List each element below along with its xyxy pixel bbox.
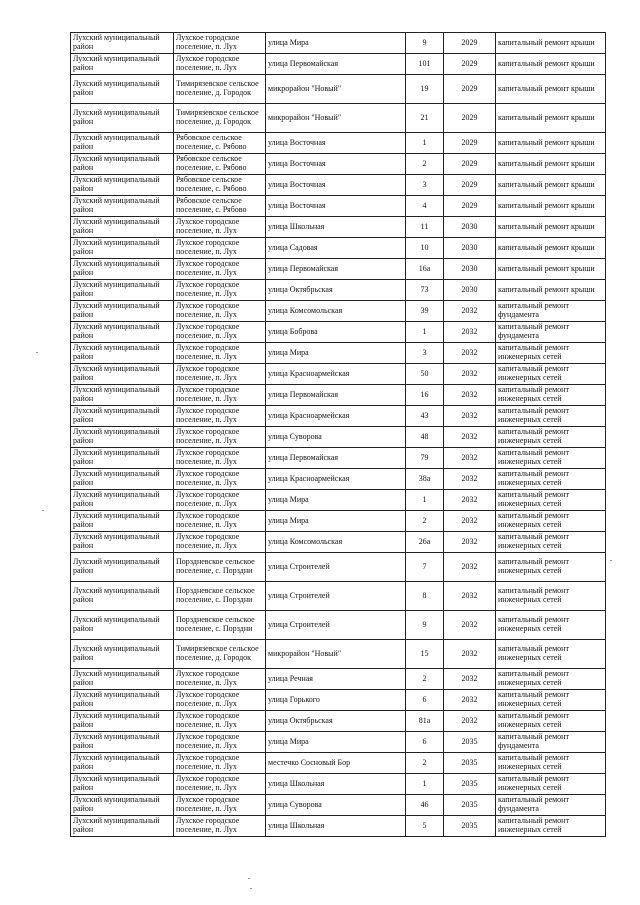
year-cell: 2032 <box>444 322 496 343</box>
district-cell: Лухский муниципальный район <box>71 301 174 322</box>
house-number-cell: 3 <box>406 343 444 364</box>
district-cell: Лухский муниципальный район <box>71 582 174 611</box>
table-row <box>71 427 606 448</box>
house-number-cell: 11 <box>406 217 444 238</box>
settlement-cell: Лухское городское поселение, п. Лух <box>174 406 266 427</box>
house-number-cell: 15 <box>406 640 444 669</box>
settlement-cell: Порздневское сельское поселение, с. Порздни <box>174 553 266 582</box>
table-row <box>71 753 606 774</box>
year-cell: 2035 <box>444 795 496 816</box>
district-cell: Лухский муниципальный район <box>71 406 174 427</box>
house-number-cell: 1 <box>406 322 444 343</box>
house-number-cell: 2 <box>406 753 444 774</box>
year-cell: 2032 <box>444 385 496 406</box>
table-row <box>71 611 606 640</box>
table-body <box>71 33 606 837</box>
district-cell: Лухский муниципальный район <box>71 427 174 448</box>
table-row <box>71 532 606 553</box>
street-cell: улица Мира <box>266 33 406 54</box>
house-number-cell: 21 <box>406 104 444 133</box>
work-type-cell: капитальный ремонт инженерных сетей <box>496 711 606 732</box>
settlement-cell: Лухское городское поселение, п. Лух <box>174 238 266 259</box>
year-cell: 2032 <box>444 611 496 640</box>
table-row <box>71 669 606 690</box>
settlement-cell: Лухское городское поселение, п. Лух <box>174 427 266 448</box>
work-type-cell: капитальный ремонт инженерных сетей <box>496 427 606 448</box>
settlement-cell: Тимирязевское сельское поселение, д. Городок <box>174 75 266 104</box>
street-cell: улица Мира <box>266 490 406 511</box>
year-cell: 2030 <box>444 259 496 280</box>
year-cell: 2029 <box>444 196 496 217</box>
house-number-cell: 26а <box>406 532 444 553</box>
house-number-cell: 2 <box>406 511 444 532</box>
district-cell: Лухский муниципальный район <box>71 133 174 154</box>
work-type-cell: капитальный ремонт крыши <box>496 75 606 104</box>
year-cell: 2035 <box>444 753 496 774</box>
street-cell: улица Первомайская <box>266 54 406 75</box>
street-cell: улица Боброва <box>266 322 406 343</box>
street-cell: местечко Сосновый Бор <box>266 753 406 774</box>
settlement-cell: Лухское городское поселение, п. Лух <box>174 385 266 406</box>
house-number-cell: 101 <box>406 54 444 75</box>
year-cell: 2032 <box>444 553 496 582</box>
work-type-cell: капитальный ремонт инженерных сетей <box>496 343 606 364</box>
house-number-cell: 10 <box>406 238 444 259</box>
year-cell: 2035 <box>444 732 496 753</box>
district-cell: Лухский муниципальный район <box>71 469 174 490</box>
house-number-cell: 3 <box>406 175 444 196</box>
table-row <box>71 448 606 469</box>
district-cell: Лухский муниципальный район <box>71 322 174 343</box>
table-row <box>71 343 606 364</box>
street-cell: улица Восточная <box>266 175 406 196</box>
scan-speck <box>36 352 38 353</box>
table-row <box>71 280 606 301</box>
table-row <box>71 795 606 816</box>
district-cell: Лухский муниципальный район <box>71 490 174 511</box>
work-type-cell: капитальный ремонт инженерных сетей <box>496 690 606 711</box>
table-row <box>71 816 606 837</box>
street-cell: улица Мира <box>266 732 406 753</box>
house-number-cell: 73 <box>406 280 444 301</box>
street-cell: улица Красноармейская <box>266 406 406 427</box>
year-cell: 2032 <box>444 490 496 511</box>
work-type-cell: капитальный ремонт инженерных сетей <box>496 511 606 532</box>
settlement-cell: Лухское городское поселение, п. Лух <box>174 343 266 364</box>
year-cell: 2032 <box>444 469 496 490</box>
work-type-cell: капитальный ремонт инженерных сетей <box>496 490 606 511</box>
year-cell: 2032 <box>444 669 496 690</box>
settlement-cell: Лухское городское поселение, п. Лух <box>174 795 266 816</box>
settlement-cell: Лухское городское поселение, п. Лух <box>174 217 266 238</box>
work-type-cell: капитальный ремонт крыши <box>496 217 606 238</box>
table-row <box>71 553 606 582</box>
street-cell: улица Строителей <box>266 611 406 640</box>
district-cell: Лухский муниципальный район <box>71 54 174 75</box>
year-cell: 2032 <box>444 301 496 322</box>
district-cell: Лухский муниципальный район <box>71 154 174 175</box>
year-cell: 2029 <box>444 75 496 104</box>
house-number-cell: 2 <box>406 154 444 175</box>
scan-speck <box>610 560 612 561</box>
work-type-cell: капитальный ремонт инженерных сетей <box>496 611 606 640</box>
settlement-cell: Лухское городское поселение, п. Лух <box>174 280 266 301</box>
work-type-cell: капитальный ремонт фундамента <box>496 322 606 343</box>
settlement-cell: Рябовское сельское поселение, с. Рябово <box>174 133 266 154</box>
work-type-cell: капитальный ремонт крыши <box>496 196 606 217</box>
street-cell: улица Мира <box>266 343 406 364</box>
street-cell: улица Школьная <box>266 217 406 238</box>
table-row <box>71 104 606 133</box>
year-cell: 2032 <box>444 690 496 711</box>
house-number-cell: 2 <box>406 669 444 690</box>
district-cell: Лухский муниципальный район <box>71 33 174 54</box>
settlement-cell: Лухское городское поселение, п. Лух <box>174 490 266 511</box>
work-type-cell: капитальный ремонт инженерных сетей <box>496 448 606 469</box>
work-type-cell: капитальный ремонт крыши <box>496 133 606 154</box>
table-row <box>71 774 606 795</box>
settlement-cell: Порздневское сельское поселение, с. Порздни <box>174 611 266 640</box>
table-row <box>71 301 606 322</box>
house-number-cell: 7 <box>406 553 444 582</box>
street-cell: улица Школьная <box>266 774 406 795</box>
year-cell: 2032 <box>444 343 496 364</box>
table-row <box>71 490 606 511</box>
year-cell: 2032 <box>444 532 496 553</box>
table-row <box>71 238 606 259</box>
repair-schedule-table <box>70 32 606 837</box>
house-number-cell: 38а <box>406 469 444 490</box>
table-row <box>71 385 606 406</box>
district-cell: Лухский муниципальный район <box>71 611 174 640</box>
table-row <box>71 640 606 669</box>
district-cell: Лухский муниципальный район <box>71 669 174 690</box>
year-cell: 2030 <box>444 238 496 259</box>
settlement-cell: Лухское городское поселение, п. Лух <box>174 690 266 711</box>
work-type-cell: капитальный ремонт инженерных сетей <box>496 640 606 669</box>
year-cell: 2030 <box>444 280 496 301</box>
work-type-cell: капитальный ремонт инженерных сетей <box>496 553 606 582</box>
scan-speck <box>248 878 250 879</box>
work-type-cell: капитальный ремонт крыши <box>496 33 606 54</box>
table-row <box>71 33 606 54</box>
district-cell: Лухский муниципальный район <box>71 175 174 196</box>
year-cell: 2032 <box>444 427 496 448</box>
work-type-cell: капитальный ремонт инженерных сетей <box>496 582 606 611</box>
year-cell: 2029 <box>444 175 496 196</box>
street-cell: улица Горького <box>266 690 406 711</box>
house-number-cell: 43 <box>406 406 444 427</box>
work-type-cell: капитальный ремонт инженерных сетей <box>496 406 606 427</box>
settlement-cell: Лухское городское поселение, п. Лух <box>174 532 266 553</box>
street-cell: улица Первомайская <box>266 385 406 406</box>
table-row <box>71 732 606 753</box>
work-type-cell: капитальный ремонт фундамента <box>496 732 606 753</box>
district-cell: Лухский муниципальный район <box>71 816 174 837</box>
table-row <box>71 406 606 427</box>
district-cell: Лухский муниципальный район <box>71 104 174 133</box>
table-row <box>71 690 606 711</box>
work-type-cell: капитальный ремонт инженерных сетей <box>496 469 606 490</box>
house-number-cell: 6 <box>406 690 444 711</box>
district-cell: Лухский муниципальный район <box>71 343 174 364</box>
house-number-cell: 50 <box>406 364 444 385</box>
street-cell: улица Восточная <box>266 196 406 217</box>
district-cell: Лухский муниципальный район <box>71 532 174 553</box>
street-cell: улица Строителей <box>266 582 406 611</box>
table-row <box>71 217 606 238</box>
settlement-cell: Тимирязевское сельское поселение, д. Городок <box>174 104 266 133</box>
street-cell: улица Комсомольская <box>266 532 406 553</box>
house-number-cell: 1 <box>406 774 444 795</box>
district-cell: Лухский муниципальный район <box>71 448 174 469</box>
street-cell: улица Речная <box>266 669 406 690</box>
district-cell: Лухский муниципальный район <box>71 259 174 280</box>
year-cell: 2029 <box>444 33 496 54</box>
street-cell: улица Красноармейская <box>266 364 406 385</box>
district-cell: Лухский муниципальный район <box>71 217 174 238</box>
settlement-cell: Порздневское сельское поселение, с. Порздни <box>174 582 266 611</box>
table-row <box>71 75 606 104</box>
settlement-cell: Рябовское сельское поселение, с. Рябово <box>174 175 266 196</box>
work-type-cell: капитальный ремонт инженерных сетей <box>496 532 606 553</box>
table-row <box>71 259 606 280</box>
work-type-cell: капитальный ремонт инженерных сетей <box>496 364 606 385</box>
work-type-cell: капитальный ремонт инженерных сетей <box>496 669 606 690</box>
year-cell: 2032 <box>444 640 496 669</box>
table-row <box>71 175 606 196</box>
table-row <box>71 364 606 385</box>
settlement-cell: Лухское городское поселение, п. Лух <box>174 469 266 490</box>
settlement-cell: Лухское городское поселение, п. Лух <box>174 259 266 280</box>
house-number-cell: 79 <box>406 448 444 469</box>
settlement-cell: Рябовское сельское поселение, с. Рябово <box>174 196 266 217</box>
street-cell: микрорайон "Новый" <box>266 640 406 669</box>
year-cell: 2032 <box>444 406 496 427</box>
district-cell: Лухский муниципальный район <box>71 385 174 406</box>
settlement-cell: Лухское городское поселение, п. Лух <box>174 33 266 54</box>
work-type-cell: капитальный ремонт крыши <box>496 238 606 259</box>
settlement-cell: Тимирязевское сельское поселение, д. Городок <box>174 640 266 669</box>
settlement-cell: Лухское городское поселение, п. Лух <box>174 774 266 795</box>
house-number-cell: 39 <box>406 301 444 322</box>
work-type-cell: капитальный ремонт инженерных сетей <box>496 774 606 795</box>
district-cell: Лухский муниципальный район <box>71 364 174 385</box>
settlement-cell: Лухское городское поселение, п. Лух <box>174 711 266 732</box>
table-row <box>71 54 606 75</box>
year-cell: 2035 <box>444 816 496 837</box>
settlement-cell: Лухское городское поселение, п. Лух <box>174 753 266 774</box>
district-cell: Лухский муниципальный район <box>71 511 174 532</box>
street-cell: улица Мира <box>266 511 406 532</box>
street-cell: улица Садовая <box>266 238 406 259</box>
work-type-cell: капитальный ремонт крыши <box>496 54 606 75</box>
table-row <box>71 196 606 217</box>
house-number-cell: 46 <box>406 795 444 816</box>
year-cell: 2032 <box>444 711 496 732</box>
year-cell: 2030 <box>444 217 496 238</box>
house-number-cell: 16а <box>406 259 444 280</box>
street-cell: улица Красноармейская <box>266 469 406 490</box>
work-type-cell: капитальный ремонт крыши <box>496 259 606 280</box>
house-number-cell: 5 <box>406 816 444 837</box>
house-number-cell: 19 <box>406 75 444 104</box>
street-cell: улица Восточная <box>266 133 406 154</box>
year-cell: 2029 <box>444 54 496 75</box>
street-cell: улица Комсомольская <box>266 301 406 322</box>
settlement-cell: Лухское городское поселение, п. Лух <box>174 54 266 75</box>
street-cell: улица Школьная <box>266 816 406 837</box>
street-cell: улица Суворова <box>266 427 406 448</box>
work-type-cell: капитальный ремонт инженерных сетей <box>496 385 606 406</box>
district-cell: Лухский муниципальный район <box>71 238 174 259</box>
district-cell: Лухский муниципальный район <box>71 774 174 795</box>
district-cell: Лухский муниципальный район <box>71 795 174 816</box>
work-type-cell: капитальный ремонт крыши <box>496 154 606 175</box>
house-number-cell: 48 <box>406 427 444 448</box>
scan-speck <box>250 888 252 889</box>
street-cell: микрорайон "Новый" <box>266 104 406 133</box>
year-cell: 2032 <box>444 448 496 469</box>
settlement-cell: Лухское городское поселение, п. Лух <box>174 322 266 343</box>
year-cell: 2032 <box>444 511 496 532</box>
year-cell: 2035 <box>444 774 496 795</box>
district-cell: Лухский муниципальный район <box>71 753 174 774</box>
table-row <box>71 154 606 175</box>
settlement-cell: Рябовское сельское поселение, с. Рябово <box>174 154 266 175</box>
table-row <box>71 469 606 490</box>
work-type-cell: капитальный ремонт крыши <box>496 175 606 196</box>
work-type-cell: капитальный ремонт инженерных сетей <box>496 816 606 837</box>
street-cell: микрорайон "Новый" <box>266 75 406 104</box>
street-cell: улица Октябрьская <box>266 711 406 732</box>
scan-speck <box>42 510 44 511</box>
settlement-cell: Лухское городское поселение, п. Лух <box>174 301 266 322</box>
house-number-cell: 9 <box>406 611 444 640</box>
settlement-cell: Лухское городское поселение, п. Лух <box>174 511 266 532</box>
district-cell: Лухский муниципальный район <box>71 196 174 217</box>
district-cell: Лухский муниципальный район <box>71 732 174 753</box>
house-number-cell: 8 <box>406 582 444 611</box>
work-type-cell: капитальный ремонт инженерных сетей <box>496 753 606 774</box>
settlement-cell: Лухское городское поселение, п. Лух <box>174 448 266 469</box>
district-cell: Лухский муниципальный район <box>71 75 174 104</box>
street-cell: улица Первомайская <box>266 448 406 469</box>
settlement-cell: Лухское городское поселение, п. Лух <box>174 669 266 690</box>
district-cell: Лухский муниципальный район <box>71 640 174 669</box>
work-type-cell: капитальный ремонт фундамента <box>496 301 606 322</box>
district-cell: Лухский муниципальный район <box>71 553 174 582</box>
house-number-cell: 81а <box>406 711 444 732</box>
house-number-cell: 16 <box>406 385 444 406</box>
street-cell: улица Октябрьская <box>266 280 406 301</box>
house-number-cell: 1 <box>406 490 444 511</box>
year-cell: 2032 <box>444 364 496 385</box>
street-cell: улица Восточная <box>266 154 406 175</box>
work-type-cell: капитальный ремонт крыши <box>496 104 606 133</box>
house-number-cell: 9 <box>406 33 444 54</box>
settlement-cell: Лухское городское поселение, п. Лух <box>174 364 266 385</box>
settlement-cell: Лухское городское поселение, п. Лух <box>174 732 266 753</box>
year-cell: 2029 <box>444 104 496 133</box>
year-cell: 2032 <box>444 582 496 611</box>
house-number-cell: 4 <box>406 196 444 217</box>
table-row <box>71 711 606 732</box>
year-cell: 2029 <box>444 133 496 154</box>
table-row <box>71 511 606 532</box>
work-type-cell: капитальный ремонт крыши <box>496 280 606 301</box>
house-number-cell: 6 <box>406 732 444 753</box>
district-cell: Лухский муниципальный район <box>71 711 174 732</box>
street-cell: улица Строителей <box>266 553 406 582</box>
work-type-cell: капитальный ремонт фундамента <box>496 795 606 816</box>
table-row <box>71 322 606 343</box>
table-row <box>71 133 606 154</box>
street-cell: улица Первомайская <box>266 259 406 280</box>
district-cell: Лухский муниципальный район <box>71 690 174 711</box>
settlement-cell: Лухское городское поселение, п. Лух <box>174 816 266 837</box>
house-number-cell: 1 <box>406 133 444 154</box>
table-row <box>71 582 606 611</box>
street-cell: улица Суворова <box>266 795 406 816</box>
district-cell: Лухский муниципальный район <box>71 280 174 301</box>
year-cell: 2029 <box>444 154 496 175</box>
